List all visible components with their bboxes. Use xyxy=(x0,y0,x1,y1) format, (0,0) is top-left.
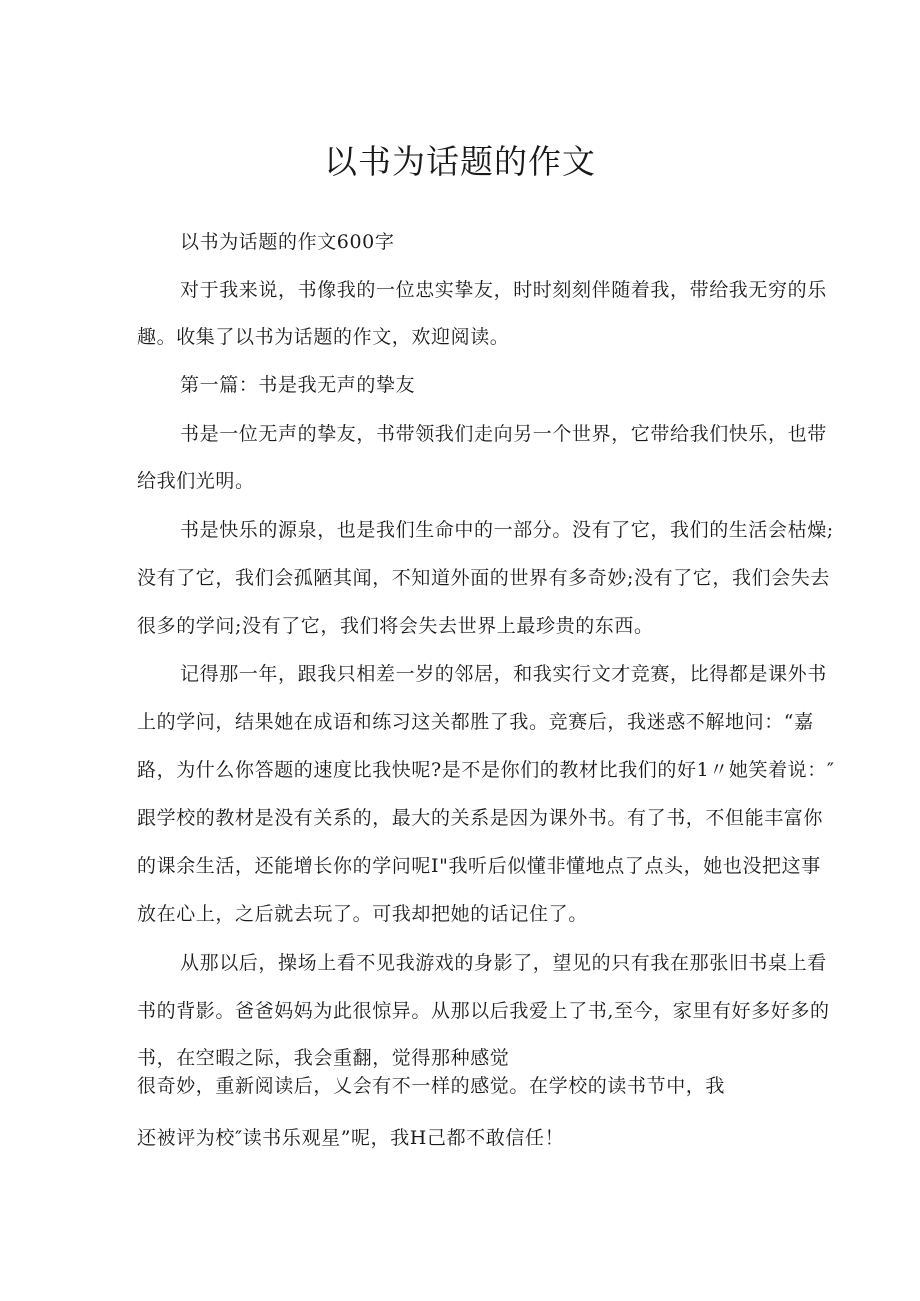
paragraph-line: 的课余生活，还能增长你的学问呢I"我听后似懂非懂地点了点头，她也没把这事 xyxy=(137,855,821,877)
section-heading: 第一篇：书是我无声的挚友 xyxy=(180,374,416,396)
paragraph-line: 很奇妙，重新阅读后，乂会有不一样的感觉。在学校的读书节中，我 xyxy=(137,1075,726,1097)
paragraph-line: 书的背影。爸爸妈妈为此很惊异。从那以后我爱上了书,至今，家里有好多好多的 xyxy=(137,1000,830,1022)
paragraph-line: 给我们光明。 xyxy=(137,470,255,492)
paragraph-line: 书是快乐的源泉，也是我们生命中的一部分。没有了它，我们的生活会枯燥; xyxy=(180,519,834,541)
document-title: 以书为话题的作文 xyxy=(324,142,596,181)
paragraph-line: 没有了它，我们会孤陋其闻，不知道外面的世界有多奇妙;没有了它，我们会失去 xyxy=(137,567,831,589)
subtitle-line: 以书为话题的作文600字 xyxy=(180,231,395,253)
paragraph-line: 跟学校的教材是没有关系的，最大的关系是因为课外书。有了书，不但能丰富你 xyxy=(137,807,824,829)
paragraph-line: 书，在空暇之际，我会重翻，觉得那种感觉 xyxy=(137,1047,510,1069)
paragraph-line: 从那以后，操场上看不见我游戏的身影了，望见的只有我在那张旧书桌上看 xyxy=(180,952,827,974)
paragraph-line: 记得那一年，跟我只相差一岁的邻居，和我实行文才竞赛，比得都是课外书 xyxy=(180,663,827,685)
paragraph-line: 对于我来说，书像我的一位忠实挚友，时时刻刻伴随着我，带给我无穷的乐 xyxy=(180,279,827,301)
paragraph-line: 放在心上，之后就去玩了。可我却把她的话记住了。 xyxy=(137,903,588,925)
paragraph-line: 趣。收集了以书为话题的作文，欢迎阅读。 xyxy=(137,326,510,348)
paragraph-line: 上的学问，结果她在成语和练习这关都胜了我。竞赛后，我迷惑不解地问：“嘉 xyxy=(137,711,814,733)
paragraph-line: 路，为什么你答题的速度比我快呢?是不是你们的教材比我们的好1〃她笑着说：″ xyxy=(137,759,835,781)
paragraph-line: 书是一位无声的挚友，书带领我们走向另一个世界，它带给我们快乐，也带 xyxy=(180,423,827,445)
paragraph-line: 还被评为校″读书乐观星”呢，我H己都不敢信任！ xyxy=(137,1127,565,1149)
paragraph-line: 很多的学问;没有了它，我们将会失去世界上最珍贵的东西。 xyxy=(137,615,654,637)
